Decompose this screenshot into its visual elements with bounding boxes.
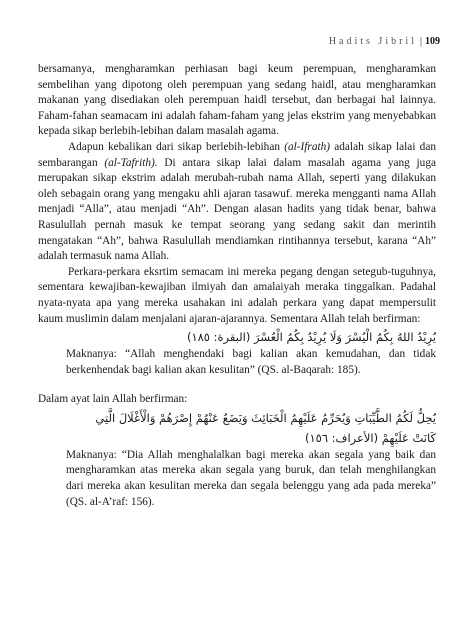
page-number: 109 [425, 36, 440, 47]
meaning-baqarah: Maknanya: “Allah menghendaki bagi kalian akan kemudahan, dan tidak berkenhendak bagi kalian akan kesulitan” (QS. al-Baqarah: 185). [66, 348, 436, 376]
arabic-verse-araf-line-1: يُحِلُّ لَكُمُ الطَّيِّبَاتِ وَيُحَرِّمُ عَلَيْهِمُ الْخَبَائِثَ وَيَضَعُ عَنْهُمْ إِصْرَهُمْ وَالْأَغْلَالَ الَّتِي [95, 410, 436, 425]
paragraph-1: bersamanya, mengharamkan perhiasan bagi keum perempuan, mengharamkan sembelihan yang dipotong oleh perempuan yang sedang haidl, atau mengharamkan makanan yang disediakan oleh perempuan haidl tersebut, dan berbagai hal lainnya. Faham-fahan seamacam ini adalah faham-faham yang jelas ekstrim yang menyebabkan kepada sikap berlebih-lebihan dalam masalah agama. [38, 63, 436, 138]
page-body [38, 62, 436, 510]
paragraph-3: Perkara-perkara eksrtim semacam ini mereka pegang dengan setegub-tuguhnya, sementara kewajiban-kewajiban ilmiyah dan amalaiyah meraka tinggalkan. Padahal nyata-nyata apa yang mereka usahakan ini adalah perkara yang dapat mempersulit kaum muslimin dalam menjalani ajaran-ajarannya. Sementara Allah telah berfirman: [38, 265, 436, 325]
paragraph-2-text-2: adalah sikap lalai dan sembarangan [38, 140, 436, 169]
paragraph-2 [38, 140, 436, 265]
running-header [329, 36, 440, 47]
header-separator: | [419, 36, 422, 47]
arabic-verse-araf-line-2: كَانَتْ عَلَيْهِمْ (الأعراف: ١٥٦) [304, 430, 436, 445]
term-al-tafrith: (al-Tafrith). [104, 156, 158, 169]
term-al-ifrath: (al-Ifrath) [284, 140, 331, 153]
paragraph-2-text-3: Di antara sikap lalai dalam masalah agama yang juga merupakan sikap ekstrim adalah merubah-rubah nama Allah, seperti yang dilakukan oleh sebagain orang yang mengaku ahli ajaran tasawuf. mereka mengganti nama Allah menjadi “Alla”, atau menjadi “Ah”. Dengan alasan hadits yang tidak benar, bahwa Rasulullah pernah masuk ke tempat seorang yang sedang sakit dan merintih mengatakan “Ah”, bahwa Rasulullah mendiamkan rintihannya tersebut, karana “Ah” adalah termasuk nama Allah. [38, 156, 436, 263]
paragraph-4: Dalam ayat lain Allah berfirman: [38, 393, 188, 406]
paragraph-2-text-1: Adapun kebalikan dari sikap berlebih-lebihan [68, 140, 285, 153]
arabic-verse-baqarah: يُرِيْدُ اللهُ بِكُمُ الْيُسْرَ وَلَا يُرِيْدُ بِكُمُ الْعُسْرَ (البقرة: ١٨٥) [186, 330, 436, 345]
meaning-araf: Maknanya: “Dia Allah menghalalkan bagi mereka akan segala yang baik dan mengharamkan atas mereka akan segala yang buruk, dan telah menghilangkan dari mereka akan kesulitan mereka dan segala belenggu yang ada pada mereka” (QS. al-A’raf: 156). [66, 448, 436, 508]
running-title: Hadits Jibril [328, 36, 417, 47]
